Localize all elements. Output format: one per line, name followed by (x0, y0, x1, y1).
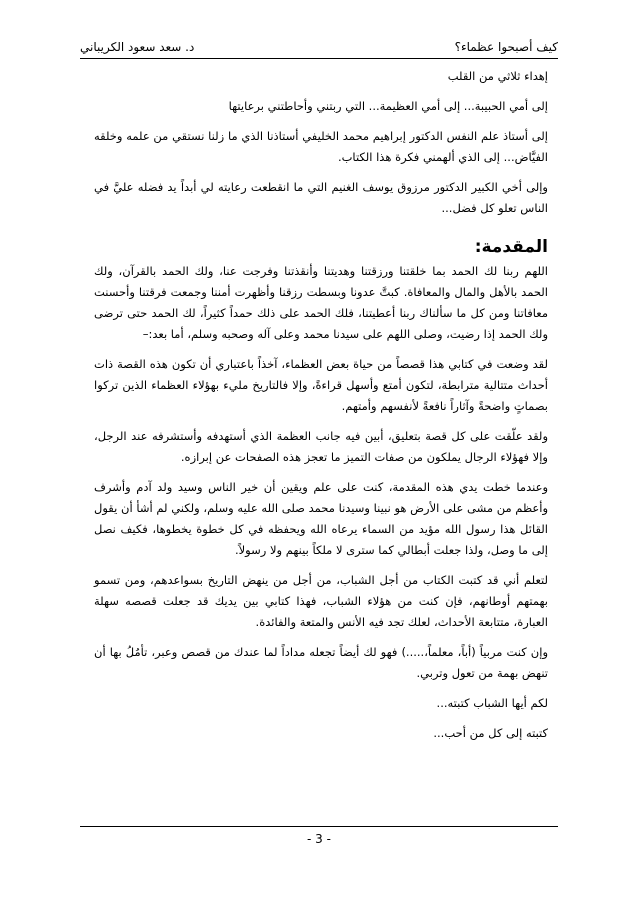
dedication-mother: إلى أمي الحبيبة... إلى أمي العظيمة... التي ربتني وأحاطتني برعايتها (228, 99, 548, 113)
intro-paragraph: لتعلم أني قد كتبت الكتاب من أجل الشباب، من أجل من ينهض التاريخ بسواعدهم، ومن تسمو بهمتهم أوطانهم، فإن كنت من هؤلاء الشباب، فهذا كتابي بين يديك قد جعلت قصصه سهلة العبارة، متتابعة الأحداث، لعلك تجد فيه الأنس والمتعة والفائدة. (94, 573, 548, 629)
dedication-heading: إهداء ثلاثي من القلب (447, 69, 548, 83)
running-header (80, 38, 558, 56)
intro-paragraph: لكم أيها الشباب كتبته... (436, 696, 548, 710)
page-body (94, 66, 548, 744)
dedication-brother: وإلى أخي الكبير الدكتور مرزوق يوسف الغنيم التي ما انقطعت رعايته لي أبداً يد فضله عليَّ في الناس تعلو كل فضل... (94, 180, 548, 215)
header-book-title: كيف أصبحوا عظماء؟ (454, 40, 558, 54)
intro-paragraph: ولقد علّقت على كل قصة بتعليق، أبين فيه جانب العظمة الذي أستهدفه وأستشرفه عند الرجل، وإلا فهؤلاء الرجال يملكون من صفات التميز ما تعجز هذه الصفحات عن إبرازه. (94, 429, 548, 464)
intro-paragraph: وإن كنت مربياً (أباً، معلماً،.....) فهو لك أيضاً تجعله مداداً لما عندك من قصص وعبر، تأمُلُ بها أن تنهض بهمة من تعول وتربي. (94, 645, 548, 680)
page-number: - 3 - (307, 832, 331, 846)
footer-divider (80, 826, 558, 827)
intro-paragraph: وعندما خطت يدي هذه المقدمة، كنت على علم ويقين أن خير الناس وسيد ولد آدم وأشرف وأعظم من مشى على الأرض هو نبينا وسيدنا محمد صلى الله عليه وسلم، ولكني لم أشأ أن يقول القائل هذا رسول الله مؤيد من السماء يرعاه الله ويحفظه في كل خطوة يخطوها، فكيف نصل إلى ما وصل، ولذا جعلت أبطالي كما سترى لا ملكاً بينهم ولا رسولاً. (94, 480, 548, 557)
intro-title: المقدمة: (474, 237, 548, 257)
header-author: د. سعد سعود الكريباني (80, 40, 195, 54)
dedication-teacher: إلى أستاذ علم النفس الدكتور إبراهيم محمد الخليفي أستاذنا الذي ما زلنا نستقي من علمه وخلقه الفيَّاض... إلى الذي ألهمني فكرة هذا الكتاب. (94, 129, 548, 164)
header-divider (80, 58, 558, 59)
intro-paragraph: اللهم ربنا لك الحمد بما خلقتنا ورزقتنا وهديتنا وأنقذتنا وفرجت عنا، ولك الحمد بالقرآن، ولك الحمد بالأهل والمال والمعافاة. كبتَّ عدونا وبسطت رزقنا وأظهرت أمننا وجمعت فرقتنا وأحسنت معافاتنا ومن كل ما سألناك ربنا أعطيتنا، فلك الحمد على ذلك حمداً كثيراً، لك الحمد حتى ترضى ولك الحمد إذا رضيت، وصلى اللهم على سيدنا محمد وعلى آله وصحبه وسلم، أما بعد:– (94, 264, 548, 341)
intro-paragraph: كتبته إلى كل من أحب... (433, 726, 548, 740)
intro-paragraph: لقد وضعت في كتابي هذا قصصاً من حياة بعض العظماء، آخذاً باعتباري أن تكون هذه القصة ذات أحداث متتالية مترابطة، لتكون أمتع وأسهل قراءةً، وإلا فالتاريخ مليء بهؤلاء العظماء الذين تركوا بصماتٍ واضحةً وآثاراً نافعةً لأنفسهم وأمتهم. (94, 357, 548, 413)
